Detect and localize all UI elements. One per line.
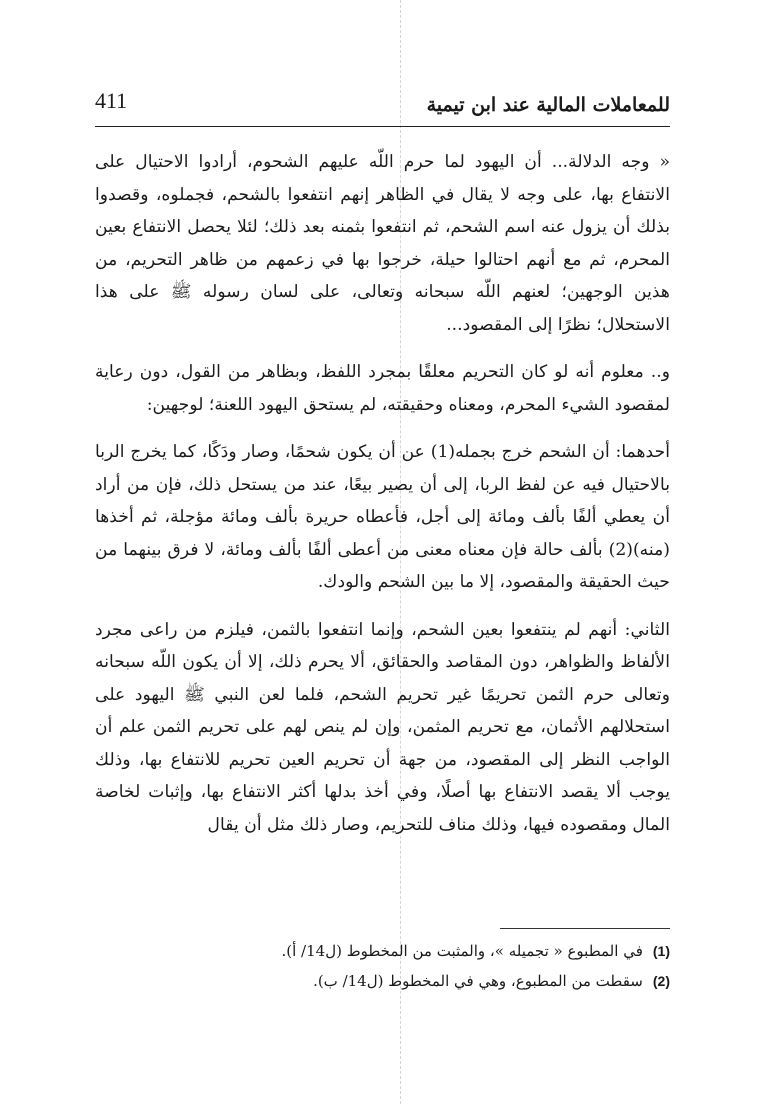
running-header <box>95 86 670 127</box>
footnotes <box>95 936 670 996</box>
page-number: 411 <box>95 88 128 113</box>
footnote-separator <box>500 928 670 929</box>
paragraph-first-reason: أحدهما: أن الشحم خرج بجمله(1) عن أن يكون شحمًا، وصار ودَكًا، كما يخرج الربا بالاحتيال فيه عن لفظ الربا، إلى أن يصير بيعًا، عند من يستحل ذلك، فإن من أراد أن يعطي ألفًا بألف ومائة إلى أجل، فأعطاه حريرة بألف ومائة مؤجلة، ثم أخذها (منه)(2) بألف حالة فإن معناه معنى من أعطى ألفًا بألف ومائة، لا فرق بينهما من حيث الحقيقة والمقصود، إلا ما بين الشحم والودك. <box>95 442 670 592</box>
footnote-text: سقطت من المطبوع، وهي في المخطوط (ل14/ ب). <box>313 972 643 990</box>
paragraph-second-reason: الثاني: أنهم لم ينتفعوا بعين الشحم، وإنما انتفعوا بالثمن، فيلزم من راعى مجرد الألفاظ والظواهر، دون المقاصد والحقائق، ألا يحرم ذلك، إلا أن يكون اللّه سبحانه وتعالى حرم الثمن تحريمًا غير تحريم الشحم، فلما لعن النبي ﷺ اليهود على استحلالهم الأثمان، مع تحريم المثمن، وإن لم ينص لهم على تحريم الثمن علم أن الواجب النظر إلى المقصود، من جهة أن تحريم العين تحريم للانتفاع بها، وذلك يوجب ألا يقصد الانتفاع بها أصلًا، وفي أخذ بدلها أكثر الانتفاع بها، وإثبات لخاصة المال ومقصوده فيها، وذلك مناف للتحريم، وصار ذلك مثل أن يقال <box>95 619 670 835</box>
footnote-item <box>95 936 670 966</box>
footnote-item <box>95 966 670 996</box>
footnote-number: (2) <box>652 973 670 989</box>
running-title: للمعاملات المالية عند ابن تيمية <box>426 94 670 116</box>
paragraph-quote: « وجه الدلالة... أن اليهود لما حرم اللّه عليهم الشحوم، أرادوا الاحتيال على الانتفاع بها، على وجه لا يقال في الظاهر إنهم انتفعوا بالشحم، فجملوه، وقصدوا بذلك أن يزول عنه اسم الشحم، ثم انتفعوا بثمنه بعد ذلك؛ لئلا يحصل الانتفاع بعين المحرم، ثم مع أنهم احتالوا حيلة، خرجوا بها في زعمهم من ظاهر التحريم، من هذين الوجهين؛ لعنهم اللّه سبحانه وتعالى، على لسان رسوله ﷺ على هذا الاستحلال؛ نظرًا إلى المقصود... <box>95 152 670 335</box>
footnote-text: في المطبوع « تجميله »، والمثبت من المخطوط (ل14/ أ). <box>281 942 643 960</box>
main-text <box>95 146 670 856</box>
paragraph-intro: و.. معلوم أنه لو كان التحريم معلقًا بمجرد اللفظ، وبظاهر من القول، دون رعاية لمقصود الشيء المحرم، ومعناه وحقيقته، لم يستحق اليهود اللعنة؛ لوجهين: <box>95 362 670 415</box>
footnote-number: (1) <box>652 943 670 959</box>
